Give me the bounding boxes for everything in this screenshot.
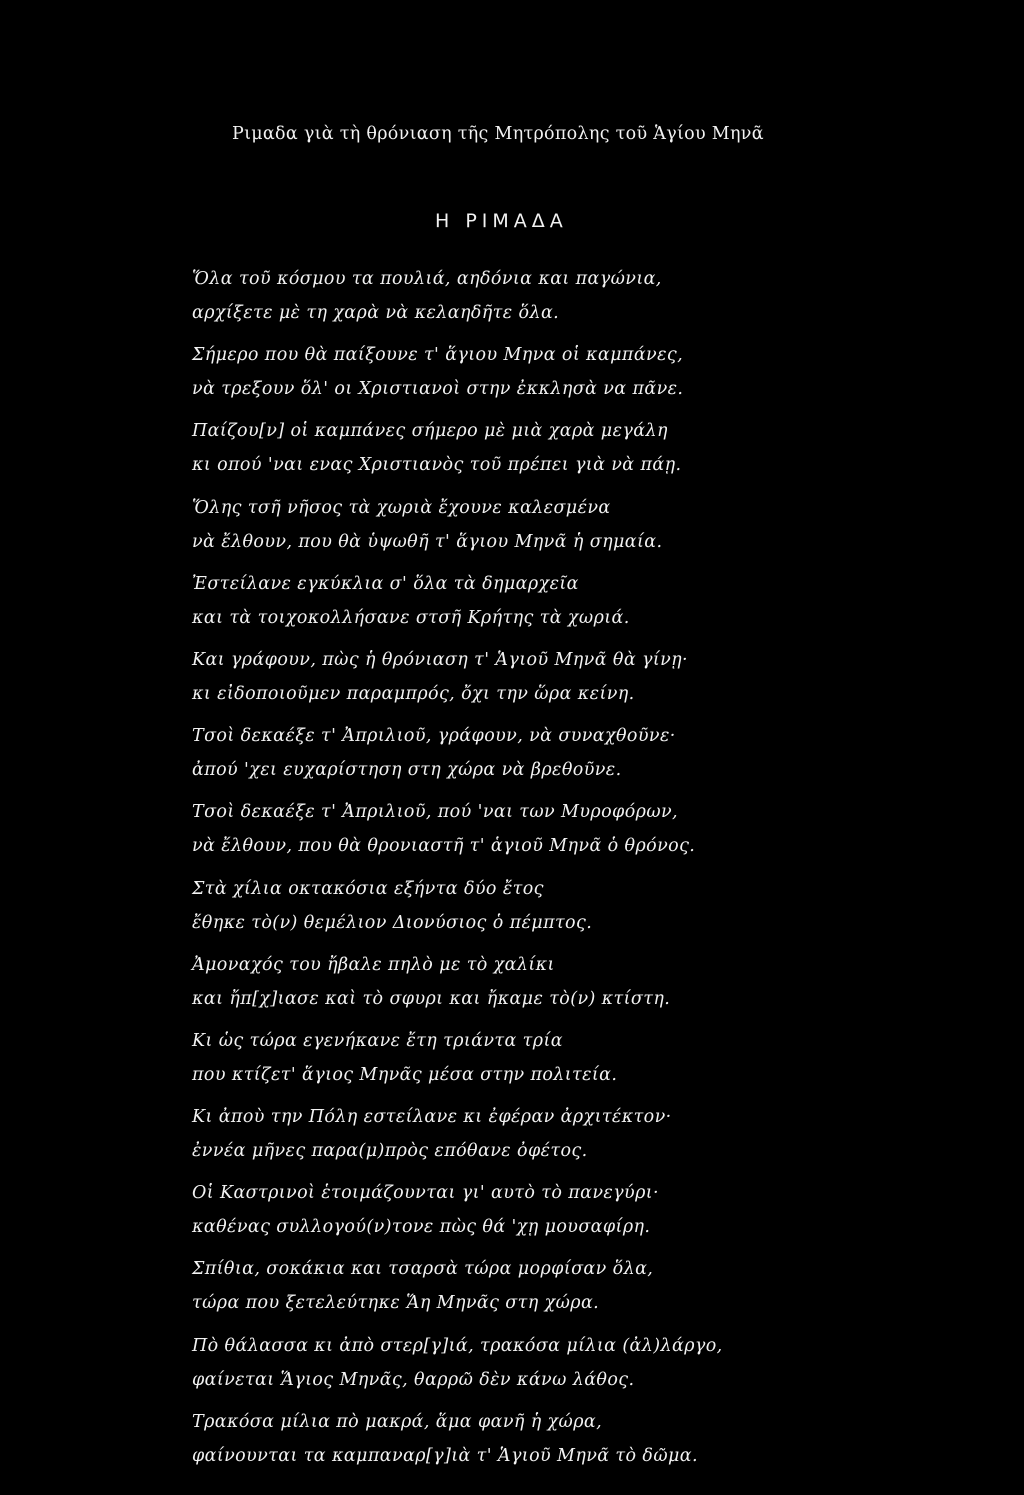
verse-line: Κι ὡς τώρα εγενήκανε ἔτη τριάντα τρία: [192, 1030, 563, 1051]
stanza: [192, 643, 992, 719]
verse-line: Ἀμοναχός του ἤβαλε πηλὸ με τὸ χαλίκι: [192, 954, 555, 975]
verse-line: Τσοὶ δεκαέξε τ' Ἀπριλιοῦ, γράφουν, νὰ συναχθοῦνε·: [192, 726, 676, 747]
page-header: Ριμαδα γιὰ τὴ θρόνιαση τῆς Μητρόπολης τοῦ Ἁγίου Μηνᾶ: [232, 124, 764, 144]
stanza: [192, 719, 992, 795]
verse-line: φαίνουνται τα καμπαναρ[γ]ιὰ τ' Ἁγιοῦ Μηνᾶ τὸ δῶμα.: [192, 1445, 698, 1466]
verse-line: Και γράφουν, πὼς ἡ θρόνιαση τ' Ἁγιοῦ Μηνᾶ θὰ γίνῃ·: [192, 649, 689, 670]
verse-line: Σήμερο που θὰ παίξουνε τ' ἅγιου Μηνα οἱ καμπάνες,: [192, 345, 684, 366]
verse-line: Οἱ Καστρινοὶ ἑτοιμάζουνται γι' αυτὸ τὸ πανεγύρι·: [192, 1183, 659, 1204]
verse-line: φαίνεται Ἅγιος Μηνᾶς, θαρρῶ δὲν κάνω λάθος.: [192, 1369, 635, 1390]
verse-line: ἀπού 'χει ευχαρίστηση στη χώρα νὰ βρεθοῦνε.: [192, 760, 622, 781]
verse-line: Πὸ θάλασσα κι ἀπὸ στερ[γ]ιά, τρακόσα μίλια (ἀλ)λάργο,: [192, 1335, 723, 1356]
stanza: [192, 491, 992, 567]
verse-line: αρχίξετε μὲ τη χαρὰ νὰ κελαηδῆτε ὅλα.: [192, 303, 560, 323]
stanza: [192, 1176, 992, 1252]
stanza: [192, 414, 992, 490]
verse-line: καθένας συλλογού(ν)τονε πὼς θά 'χῃ μουσαφίρη.: [192, 1217, 651, 1238]
verse-line: Τσοὶ δεκαέξε τ' Ἀπριλιοῦ, πού 'ναι των Μυροφόρων,: [192, 802, 678, 823]
verse-line: νὰ ἔλθουν, που θὰ ὑψωθῆ τ' ἅγιου Μηνᾶ ἡ σημαία.: [192, 531, 663, 552]
stanza: [192, 262, 992, 338]
verse-line: ἐννέα μῆνες παρα(μ)πρὸς επόθανε ὀφέτος.: [192, 1141, 588, 1162]
verse-line: Ὅλης τσῆ νῆσος τὰ χωριὰ ἔχουνε καλεσμένα: [192, 497, 611, 518]
verse-line: Ὅλα τοῦ κόσμου τα πουλιά, αηδόνια και παγώνια,: [192, 269, 662, 289]
verse-line: ἔθηκε τὸ(ν) θεμέλιον Διονύσιος ὁ πέμπτος.: [192, 912, 593, 933]
verse-line: Κι ἀπoὺ την Πόλη εστείλανε κι ἐφέραν ἀρχιτέκτον·: [192, 1107, 672, 1128]
verse-line: Στὰ χίλια οκτακόσια εξήντα δύο ἔτος: [192, 878, 544, 899]
stanza: [192, 795, 992, 871]
verse-line: και ἤπ[χ]ιασε καὶ τὸ σφυρι και ἤκαμε τὸ(ν) κτίστη.: [192, 988, 671, 1009]
stanza: [192, 1329, 992, 1405]
verse-line: Ἐστείλανε εγκύκλια σ' ὅλα τὰ δημαρχεῖα: [192, 573, 579, 594]
verse-line: που κτίζετ' ἅγιος Μηνᾶς μέσα στην πολιτεία.: [192, 1064, 618, 1085]
poem-title: Η ΡΙΜΑΔΑ: [435, 210, 568, 232]
verse-line: τώρα που ξετελεύτηκε Ἅη Μηνᾶς στη χώρα.: [192, 1293, 600, 1314]
verse-line: Παίζου[ν] οἱ καμπάνες σήμερο μὲ μιὰ χαρὰ μεγάλη: [192, 421, 668, 442]
verse-line: νὰ ἔλθουν, που θὰ θρονιαστῆ τ' ἁγιοῦ Μηνᾶ ὁ θρόνος.: [192, 836, 696, 857]
stanza: [192, 567, 992, 643]
verse-line: νὰ τρεξουν ὅλ' οι Χριστιανοὶ στην ἐκκλησὰ να πᾶνε.: [192, 379, 684, 400]
verse-line: και τὰ τοιχοκολλήσανε στσῆ Κρήτης τὰ χωριά.: [192, 607, 630, 628]
verse-line: κι οπού 'ναι ενας Χριστιανὸς τοῦ πρέπει γιὰ νὰ πάῃ.: [192, 455, 682, 476]
stanza: [192, 872, 992, 948]
verse-line: Τρακόσα μίλια πὸ μακρά, ἅμα φανῆ ἡ χώρα,: [192, 1411, 603, 1432]
verse-line: Σπίθια, σοκάκια και τσαρσὰ τώρα μορφίσαν ὅλα,: [192, 1259, 654, 1280]
stanza: [192, 1024, 992, 1100]
verse-line: κι εἰδοποιοῦμεν παραμπρός, ὄχι την ὥρα κείνη.: [192, 683, 635, 704]
stanza: [192, 1252, 992, 1328]
stanza: [192, 948, 992, 1024]
stanza: [192, 1100, 992, 1176]
stanza: [192, 1405, 992, 1481]
poem-body: [192, 262, 992, 1481]
stanza: [192, 338, 992, 414]
